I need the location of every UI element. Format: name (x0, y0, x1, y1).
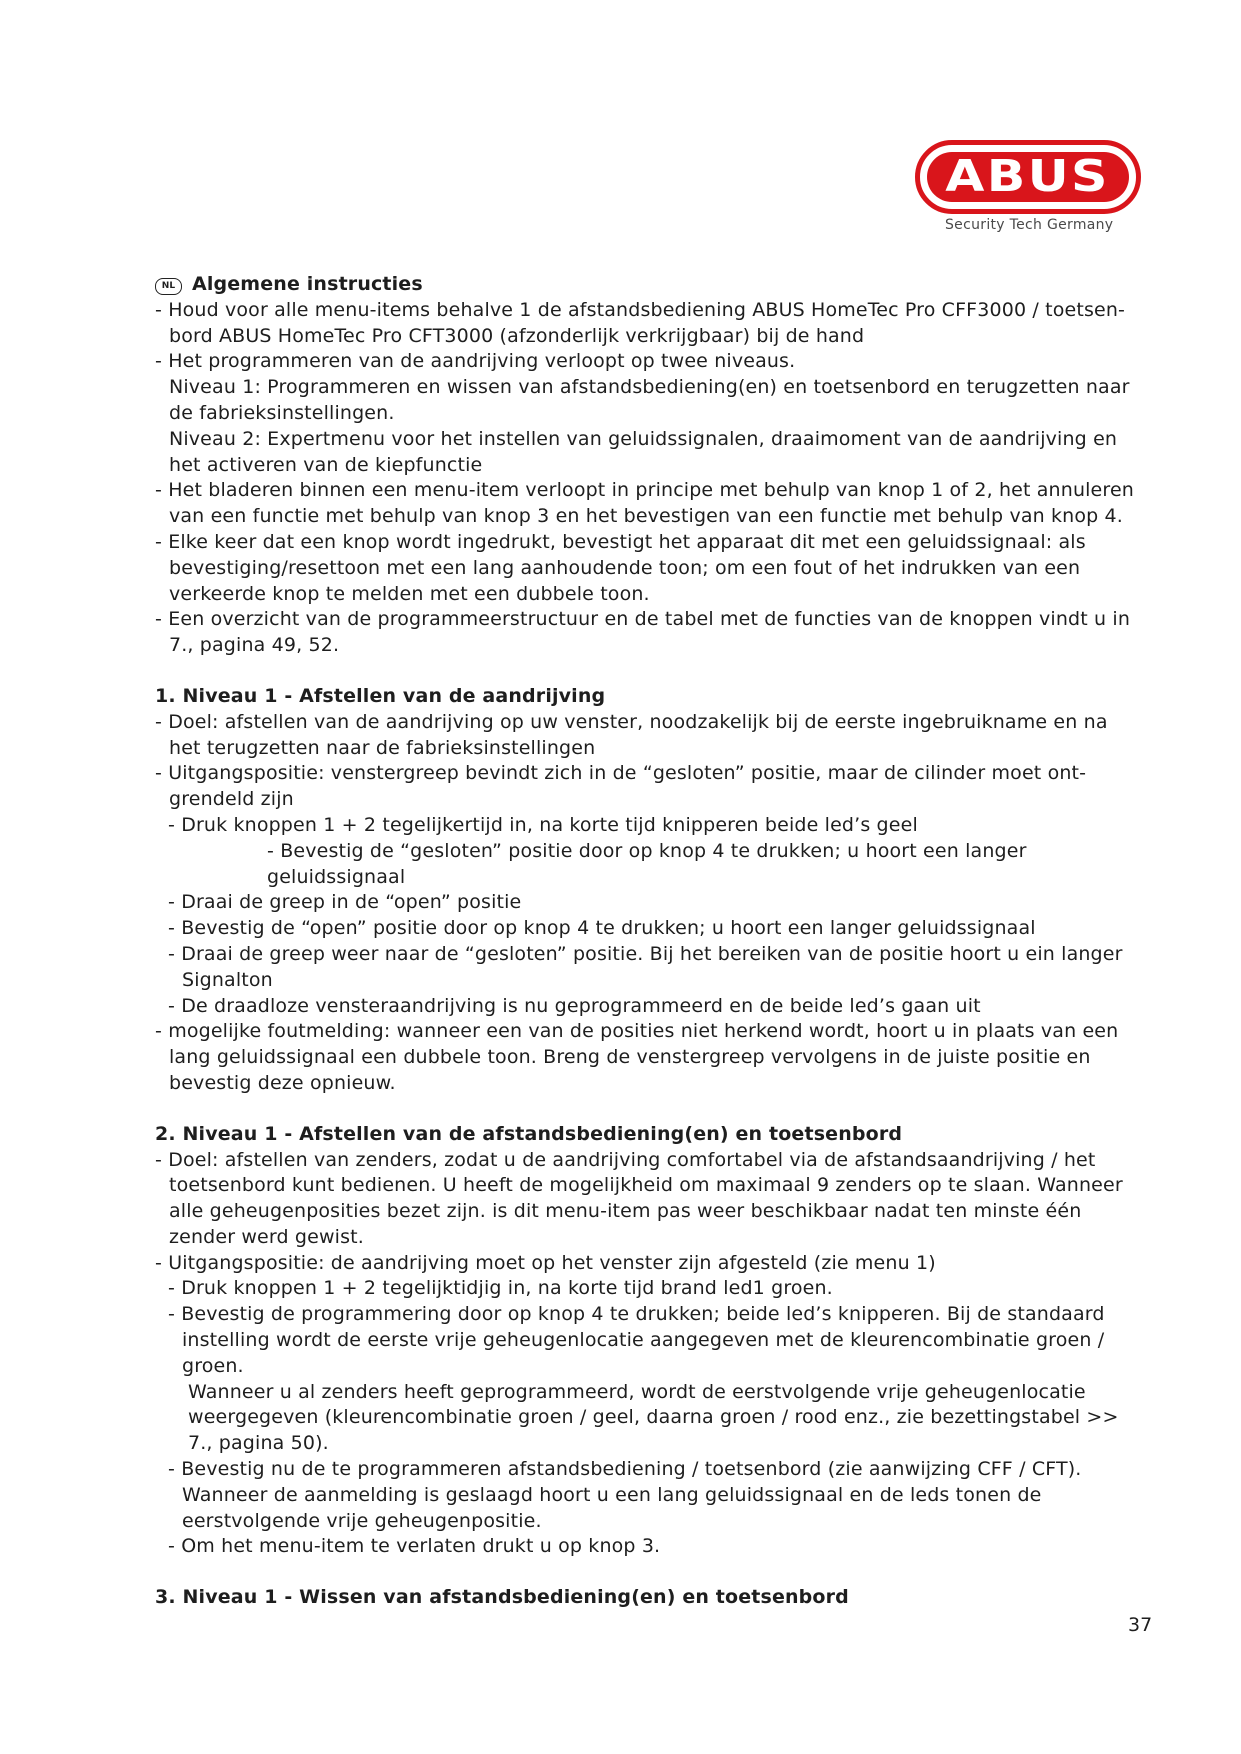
line-text: - Een overzicht van de programmeerstructuur en de tabel met de functies van de knoppen vindt u in 7., pagina 49, 52. (155, 608, 1131, 657)
page-number: 37 (1128, 1614, 1153, 1636)
logo-badge (915, 140, 1141, 214)
text-paragraph (155, 1457, 1135, 1483)
line-text: - Bevestig de programmering door op knop 4 te drukken; beide led’s knipperen. Bij de standaard instelling wordt de eerste vrije geheugenlocatie aangegeven met de kleurencombinatie groen / groen. (168, 1303, 1105, 1377)
text-paragraph (155, 710, 1135, 762)
text-paragraph (155, 916, 1135, 942)
text-paragraph (155, 839, 1135, 891)
spacer (155, 1560, 1135, 1585)
text-paragraph (155, 375, 1135, 427)
line-text: - Druk knoppen 1 + 2 tegelijktidjig in, na korte tijd brand led1 groen. (168, 1277, 833, 1300)
line-text: Wanneer u al zenders heeft geprogrammeerd, wordt de eerstvolgende vrije geheugenlocatie weergegeven (kleurencombinatie groen / geel, daarna groen / rood enz., zie bezettingstabel >> 7., pagina 50). (188, 1380, 1119, 1455)
document-body (155, 272, 1135, 1611)
section-heading (155, 272, 1135, 298)
text-paragraph (155, 1251, 1135, 1277)
text-paragraph (155, 813, 1135, 839)
line-text: - Bevestig de “gesloten” positie door op knop 4 te drukken; u hoort een langer geluidssignaal (267, 839, 1027, 888)
line-text: - Bevestig de “open” positie door op knop 4 te drukken; u hoort een langer geluidssignaal (168, 917, 1036, 940)
spacer (155, 659, 1135, 684)
text-paragraph (155, 942, 1135, 994)
line-text: - Bevestig nu de te programmeren afstandsbediening / toetsenbord (zie aanwijzing CFF / CFT). (168, 1458, 1082, 1481)
text-paragraph (155, 890, 1135, 916)
text-paragraph (155, 1019, 1135, 1096)
line-text: 1. Niveau 1 - Afstellen van de aandrijving (155, 684, 606, 707)
line-text: - Draai de greep in de “open” positie (168, 891, 522, 914)
text-paragraph (155, 1483, 1135, 1535)
line-text: - Om het menu-item te verlaten drukt u op knop 3. (168, 1535, 661, 1558)
line-text: - Het programmeren van de aandrijving verloopt op twee niveaus. (155, 350, 796, 373)
line-text: Niveau 2: Expertmenu voor het instellen van geluidssignalen, draaimoment van de aandrijving en het activeren van de kiepfunctie (169, 427, 1118, 476)
section-heading (155, 684, 1135, 710)
text-paragraph (155, 298, 1135, 350)
line-text: - Houd voor alle menu-items behalve 1 de afstandsbediening ABUS HomeTec Pro CFF3000 / toetsenbord ABUS HomeTec Pro CFT3000 (afzonderlijk verkrijgbaar) bij de hand (155, 298, 1125, 347)
text-paragraph (155, 994, 1135, 1020)
line-text: 3. Niveau 1 - Wissen van afstandsbediening(en) en toetsenbord (155, 1586, 849, 1609)
abus-logo (915, 140, 1145, 240)
logo-tagline: Security Tech Germany (945, 217, 1114, 233)
line-text: - mogelijke foutmelding: wanneer een van de posities niet herkend wordt, hoort u in plaats van een lang geluidssignaal een dubbele toon. Breng de venstergreep vervolgens in de juiste positie en bevestig deze opnieuw. (155, 1020, 1119, 1094)
text-paragraph (155, 349, 1135, 375)
text-paragraph (155, 1534, 1135, 1560)
text-paragraph (155, 607, 1135, 659)
text-paragraph (155, 427, 1135, 479)
text-paragraph (155, 1302, 1135, 1379)
line-text: - De draadloze vensteraandrijving is nu geprogrammeerd en de beide led’s gaan uit (168, 994, 981, 1017)
text-paragraph (155, 1276, 1135, 1302)
line-text: - Doel: afstellen van zenders, zodat u de aandrijving comfortabel via de afstandsaandrijving / het toetsenbord kunt bedienen. U heeft de mogelijkheid om maximaal 9 zenders op te slaan. Wanneer alle geheugenposities bezet zijn. is dit menu-item pas weer beschikbaar nadat ten minste één zender werd gewist. (155, 1148, 1123, 1248)
line-text: - Uitgangspositie: de aandrijving moet op het venster zijn afgesteld (zie menu 1) (155, 1251, 936, 1274)
line-text: Algemene instructies (192, 273, 423, 295)
language-nl-icon: NL (155, 278, 182, 295)
text-paragraph (155, 1148, 1135, 1251)
text-paragraph (155, 1380, 1135, 1457)
logo-wordmark: ABUS (945, 151, 1111, 202)
text-paragraph (155, 530, 1135, 607)
line-text: - Draai de greep weer naar de “gesloten” positie. Bij het bereiken van de positie hoort u ein langer Signalton (168, 942, 1123, 991)
line-text: - Uitgangspositie: venstergreep bevindt zich in de “gesloten” positie, maar de cilinder moet ontgrendeld zijn (155, 762, 1087, 811)
text-paragraph (155, 761, 1135, 813)
section-heading (155, 1122, 1135, 1148)
line-text: - Druk knoppen 1 + 2 tegelijkertijd in, na korte tijd knipperen beide led’s geel (168, 813, 918, 836)
section-heading (155, 1585, 1135, 1611)
line-text: - Het bladeren binnen een menu-item verloopt in principe met behulp van knop 1 of 2, het annuleren van een functie met behulp van knop 3 en het bevestigen van een functie met behulp van knop 4. (155, 479, 1134, 528)
spacer (155, 1097, 1135, 1122)
line-text: Wanneer de aanmelding is geslaagd hoort u een lang geluidssignaal en de leds tonen de eerstvolgende vrije geheugenpositie. (182, 1483, 1042, 1532)
text-paragraph (155, 478, 1135, 530)
line-text: - Elke keer dat een knop wordt ingedrukt, bevestigt het apparaat dit met een geluidssignaal: als bevestiging/resettoon met een lang aanhoudende toon; om een fout of het indrukken van een verkeerde knop te melden met een dubbele toon. (155, 530, 1086, 605)
line-text: 2. Niveau 1 - Afstellen van de afstandsbediening(en) en toetsenbord (155, 1122, 903, 1145)
line-text: - Doel: afstellen van de aandrijving op uw venster, noodzakelijk bij de eerste ingebruikname en na het terugzetten naar de fabrieksinstellingen (155, 710, 1108, 759)
line-text: Niveau 1: Programmeren en wissen van afstandsbediening(en) en toetsenbord en terugzetten naar de fabrieksinstellingen. (169, 376, 1130, 424)
